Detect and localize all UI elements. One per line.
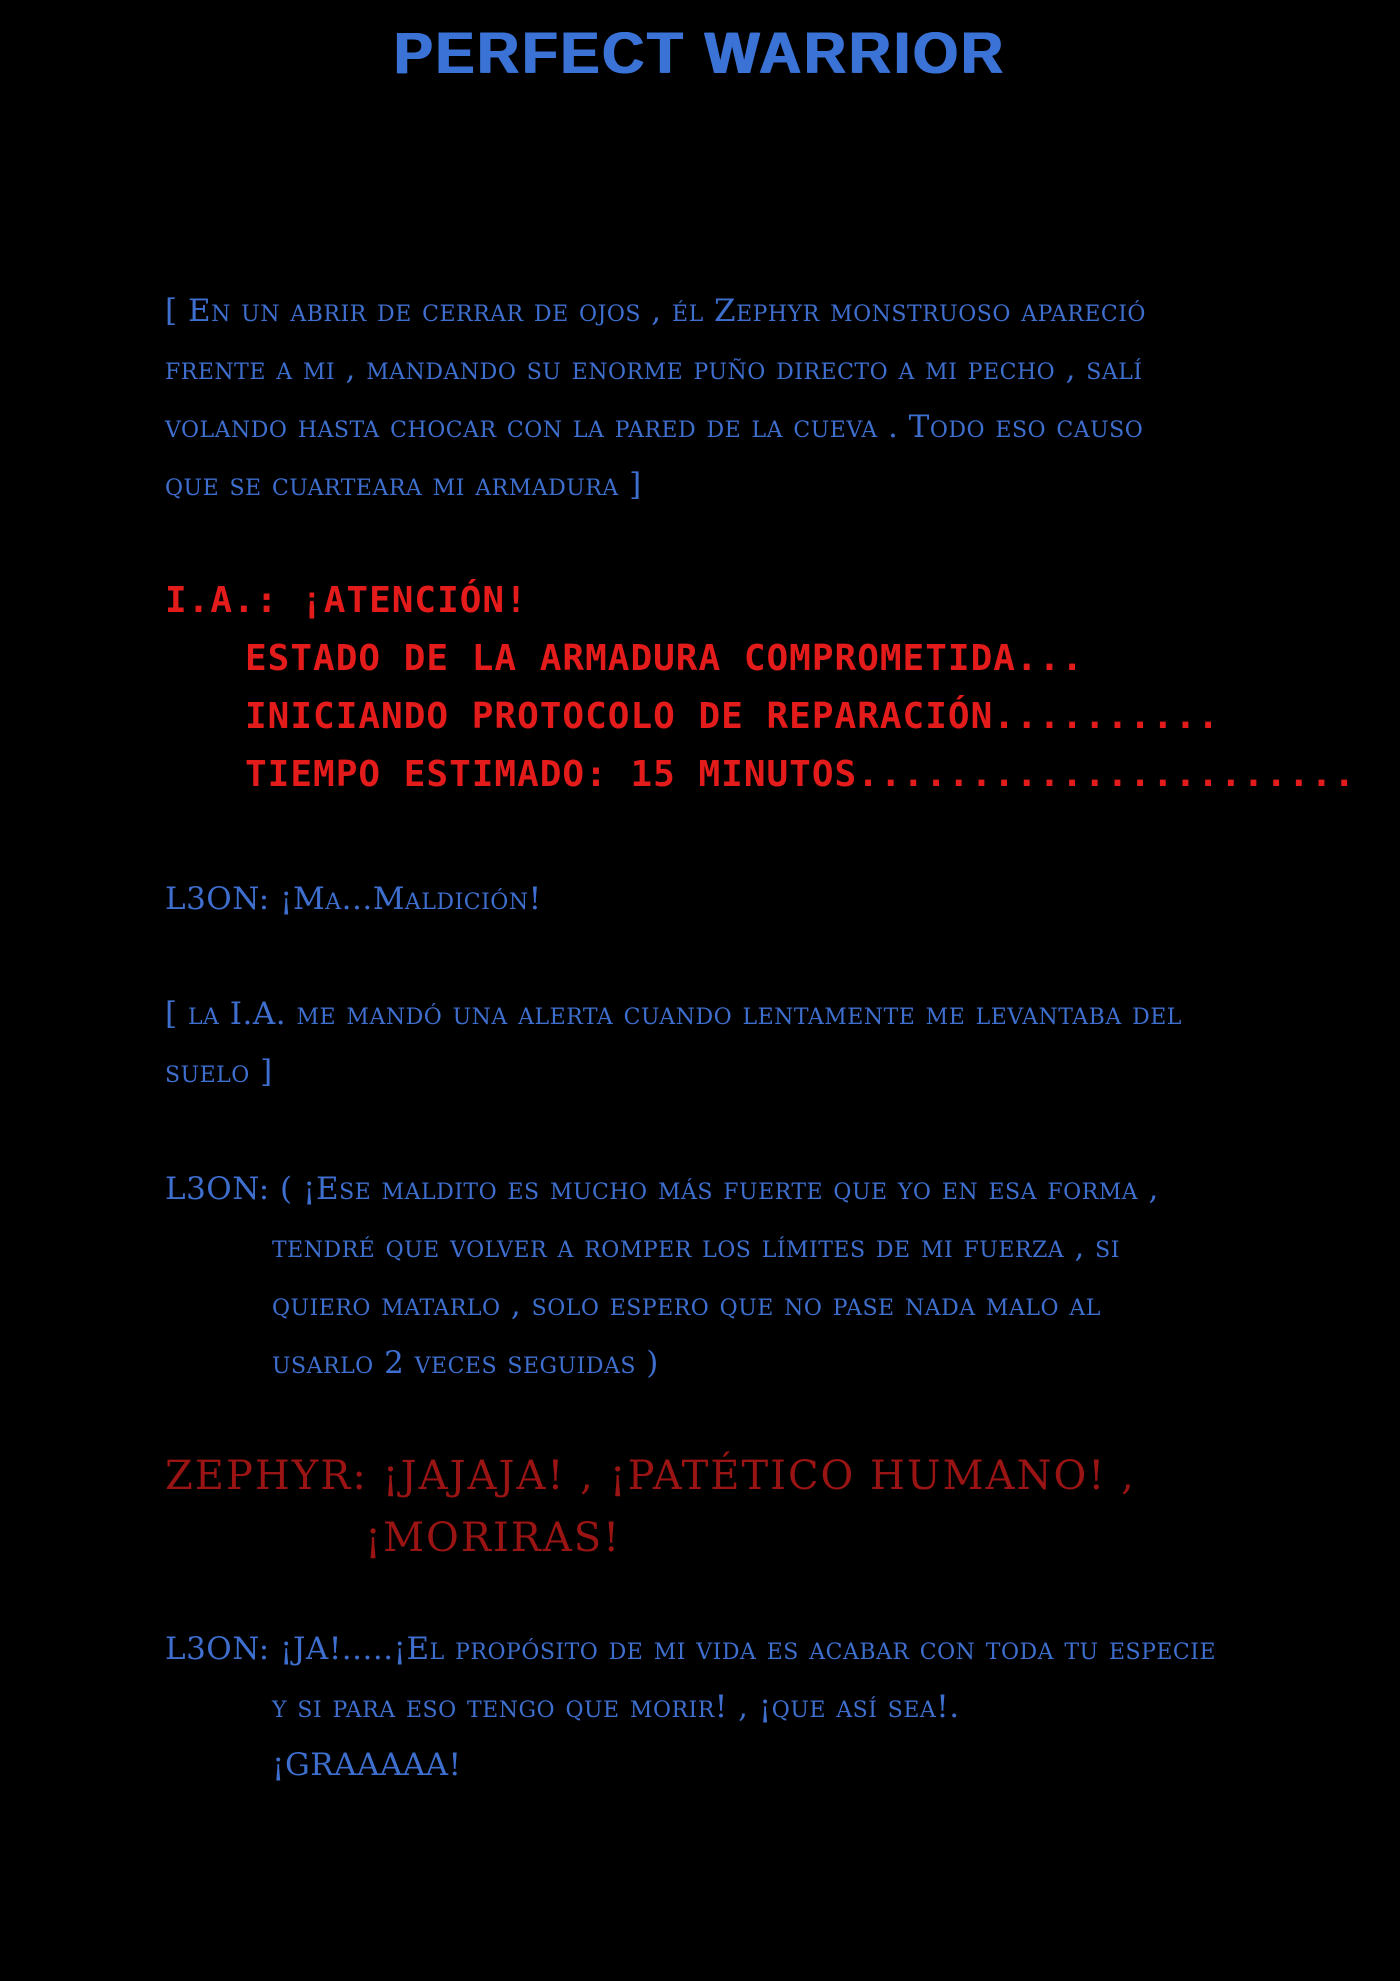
narration-paragraph-1	[165, 282, 1245, 514]
ai-alert-line: INICIANDO PROTOCOLO DE REPARACIÓN..........	[245, 696, 1220, 737]
leon-dialogue-3	[165, 1620, 1245, 1794]
dialogue-line: tendré que volver a romper los límites de mi fuerza , si	[272, 1229, 1120, 1265]
dialogue-line: L3ON: ( ¡Ese maldito es mucho más fuerte que yo en esa forma ,	[165, 1171, 1159, 1207]
dialogue-line: L3ON: ¡Ma...Maldición!	[165, 881, 542, 917]
ai-alert-line: TIEMPO ESTIMADO: 15 MINUTOS......................	[245, 754, 1357, 795]
ai-alert-block	[165, 572, 1357, 804]
dialogue-line: ¡GRAAAAA!	[272, 1747, 462, 1783]
dialogue-line: y si para eso tengo que morir! , ¡que así sea!.	[272, 1689, 960, 1725]
narration-line: [ En un abrir de cerrar de ojos , él Zephyr monstruoso apareció	[165, 293, 1146, 329]
narration-line: que se cuarteara mi armadura ]	[165, 467, 642, 503]
narration-line: frente a mi , mandando su enorme puño directo a mi pecho , salí	[165, 351, 1143, 387]
ai-alert-line: ESTADO DE LA ARMADURA COMPROMETIDA...	[245, 638, 1084, 679]
narration-paragraph-2	[165, 985, 1245, 1101]
zephyr-line: ¡MORIRAS!	[365, 1515, 622, 1561]
dialogue-line: L3ON: ¡JA!.....¡El propósito de mi vida es acabar con toda tu especie	[165, 1631, 1217, 1667]
narration-line: suelo ]	[165, 1054, 273, 1090]
narration-line: volando hasta chocar con la pared de la cueva . Todo eso causo	[165, 409, 1144, 445]
zephyr-line: ZEPHYR: ¡JAJAJA! , ¡PATÉTICO HUMANO! ,	[165, 1453, 1136, 1499]
dialogue-line: usarlo 2 veces seguidas )	[272, 1345, 659, 1381]
page-title: PERFECT WARRIOR	[393, 21, 1007, 86]
dialogue-line: quiero matarlo , solo espero que no pase nada malo al	[272, 1287, 1101, 1323]
leon-dialogue-1	[165, 870, 1245, 928]
narration-line: [ la I.A. me mandó una alerta cuando lentamente me levantaba del	[165, 996, 1182, 1032]
leon-dialogue-2	[165, 1160, 1245, 1392]
zephyr-dialogue	[165, 1445, 1245, 1569]
ai-alert-header: I.A.: ¡ATENCIÓN!	[165, 580, 528, 621]
